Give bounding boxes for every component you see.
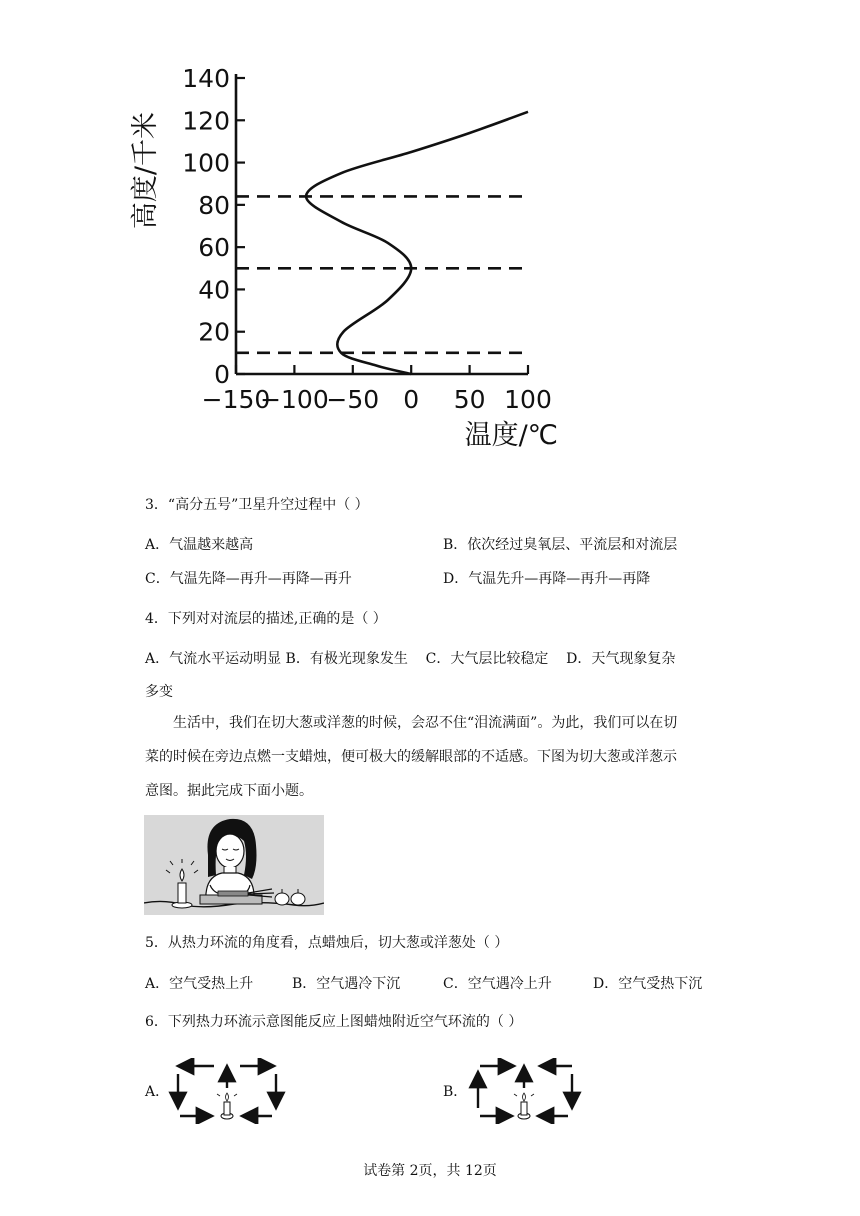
question-6-option-b-label: B． bbox=[443, 1084, 468, 1100]
passage-line-2: 菜的时候在旁边点燃一支蜡烛，便可极大的缓解眼部的不适感。下图为切大葱或洋葱示 bbox=[145, 749, 677, 765]
question-5-option-c: C．空气遇冷上升 bbox=[443, 976, 552, 992]
passage-line-3: 意图。据此完成下面小题。 bbox=[145, 783, 313, 799]
option-b-circulation-diagram bbox=[468, 1058, 588, 1124]
question-6-option-a-label: A． bbox=[145, 1084, 170, 1100]
question-3-option-b: B．依次经过臭氧层、平流层和对流层 bbox=[443, 537, 678, 553]
question-5-option-b: B．空气遇冷下沉 bbox=[292, 976, 401, 992]
y-tick-label: 20 bbox=[198, 317, 230, 347]
question-4-options: A．气流水平运动明显 B．有极光现象发生 C．大气层比较稳定 D．天气现象复杂 bbox=[145, 651, 676, 667]
question-5-option-d: D．空气受热下沉 bbox=[593, 976, 703, 992]
y-tick-label: 140 bbox=[182, 64, 230, 93]
y-tick-label: 0 bbox=[214, 360, 230, 389]
y-tick-label: 100 bbox=[182, 148, 230, 178]
x-tick-label: 100 bbox=[504, 385, 552, 414]
x-tick-label: −150 bbox=[201, 385, 271, 414]
y-axis-label: 高度/千米 bbox=[130, 112, 161, 230]
temperature-altitude-chart bbox=[130, 60, 570, 450]
page-footer: 试卷第 2页，共 12页 bbox=[363, 1163, 497, 1179]
y-tick-label: 80 bbox=[198, 190, 230, 220]
y-tick-label: 60 bbox=[198, 233, 230, 263]
passage-line-1: 生活中，我们在切大葱或洋葱的时候，会忍不住“泪流满面”。为此，我们可以在切 bbox=[173, 715, 678, 731]
question-3-option-c: C．气温先降—再升—再降—再升 bbox=[145, 571, 352, 587]
x-tick-label: −50 bbox=[326, 385, 380, 414]
question-3-option-a: A．气温越来越高 bbox=[145, 537, 254, 553]
x-tick-label: −100 bbox=[260, 385, 329, 414]
question-5-option-a: A．空气受热上升 bbox=[145, 976, 254, 992]
x-axis-label: 温度/℃ bbox=[464, 420, 558, 450]
question-3-option-d: D．气温先升—再降—再升—再降 bbox=[443, 571, 651, 587]
question-6-stem: 6．下列热力环流示意图能反应上图蜡烛附近空气环流的（ ） bbox=[145, 1014, 523, 1030]
x-tick-label: 0 bbox=[403, 385, 420, 414]
temperature-curve bbox=[306, 112, 528, 374]
x-tick-label: 50 bbox=[453, 385, 486, 414]
y-tick-label: 40 bbox=[198, 275, 230, 305]
option-a-circulation-diagram bbox=[168, 1058, 288, 1124]
question-3-stem: 3．“高分五号”卫星升空过程中（ ） bbox=[145, 497, 369, 513]
question-5-stem: 5．从热力环流的角度看，点蜡烛后，切大葱或洋葱处（ ） bbox=[145, 935, 509, 951]
question-4-options-continued: 多变 bbox=[145, 684, 173, 700]
question-4-stem: 4．下列对对流层的描述,正确的是（ ） bbox=[145, 611, 387, 627]
y-tick-label: 120 bbox=[182, 106, 230, 136]
onion-cutting-illustration bbox=[144, 815, 324, 915]
